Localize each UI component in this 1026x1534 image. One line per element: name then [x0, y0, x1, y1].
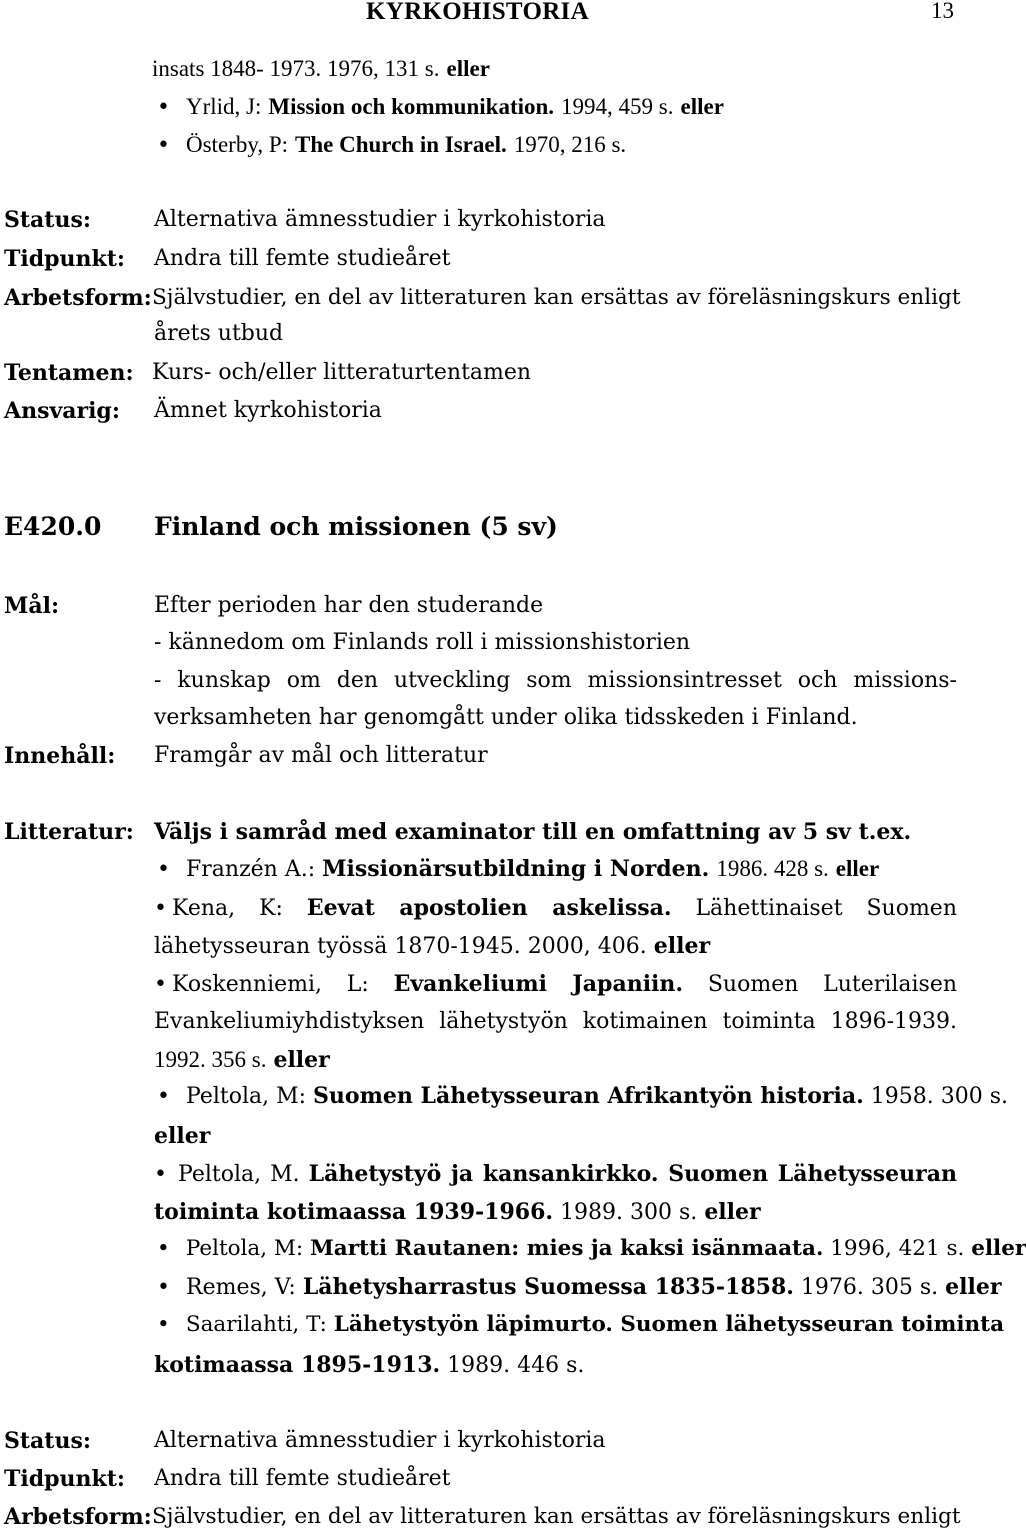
- mal-line: Efter perioden har den studerande: [154, 593, 544, 618]
- tidpunkt-label: Tidpunkt:: [4, 1466, 126, 1492]
- status-value: Alternativa ämnesstudier i kyrkohistoria: [154, 207, 606, 232]
- literature-item: • Franzén A.: Missionärsutbildning i Norden. 1986. 428 s. eller: [157, 857, 879, 881]
- literature-item: • Peltola, M: Martti Rautanen: mies ja kaksi isänmaata. 1996, 421 s. eller: [157, 1238, 1026, 1260]
- or-word: eller: [945, 1274, 1002, 1300]
- mal-line: - kunskap om den utveckling som missionsintresset och missions-: [154, 668, 957, 693]
- arbetsform-continuation: årets utbud: [154, 321, 284, 346]
- literature-item: • Saarilahti, T: Lähetystyön läpimurto. Suomen lähetysseuran toiminta: [157, 1314, 1004, 1336]
- mal-line: verksamheten har genomgått under olika tidsskeden i Finland.: [154, 705, 858, 730]
- arbetsform-label: Arbetsform:: [4, 285, 152, 311]
- or-word: eller: [835, 856, 880, 881]
- or-word: eller: [154, 1123, 211, 1149]
- bullet: •: [154, 972, 167, 997]
- page-number: 13: [931, 0, 954, 23]
- or-word: eller: [680, 94, 724, 119]
- status-label: Status:: [4, 207, 91, 233]
- literature-item: • Koskenniemi, L: Evankeliumi Japaniin. Suomen Luterilaisen: [154, 971, 958, 997]
- tidpunkt-value: Andra till femte studieåret: [154, 1466, 451, 1491]
- literature-continuation: toiminta kotimaassa 1939-1966. 1989. 300 s. eller: [154, 1199, 761, 1225]
- ansvarig-label: Ansvarig:: [4, 398, 120, 424]
- literature-continuation: 1992. 356 s. eller: [154, 1047, 330, 1073]
- mal-line: - kännedom om Finlands roll i missionshistorien: [154, 630, 691, 655]
- innehall-label: Innehåll:: [4, 743, 116, 769]
- bullet: •: [154, 1162, 167, 1187]
- literature-continuation: Evankeliumiyhdistyksen lähetystyön kotimainen toiminta 1896-1939.: [154, 1009, 957, 1034]
- litteratur-label: Litteratur:: [4, 819, 134, 845]
- tentamen-value: Kurs- och/eller litteraturtentamen: [152, 360, 532, 385]
- arbetsform-label: Arbetsform:: [4, 1504, 152, 1530]
- bullet: •: [154, 896, 167, 921]
- tentamen-label: Tentamen:: [4, 360, 134, 386]
- litteratur-intro: Väljs i samråd med examinator till en omfattning av 5 sv t.ex.: [154, 819, 912, 845]
- literature-item: • Peltola, M. Lähetystyö ja kansankirkko. Suomen Lähetysseuran: [154, 1161, 957, 1187]
- or-word: eller: [446, 56, 490, 81]
- reference-item: • Österby, P: The Church in Israel. 1970, 216 s.: [157, 133, 626, 157]
- status-label: Status:: [4, 1428, 91, 1454]
- or-word: eller: [704, 1199, 761, 1225]
- or-word: eller: [653, 933, 711, 959]
- literature-item: • Remes, V: Lähetysharrastus Suomessa 1835-1858. 1976. 305 s. eller: [157, 1276, 1001, 1299]
- or-word: eller: [273, 1047, 330, 1073]
- literature-continuation: kotimaassa 1895-1913. 1989. 446 s.: [154, 1352, 585, 1378]
- arbetsform-value: Självstudier, en del av litteraturen kan ersättas av föreläsningskurs enligt: [152, 285, 961, 310]
- tidpunkt-value: Andra till femte studieåret: [154, 246, 451, 271]
- reference-item: • Yrlid, J: Mission och kommunikation. 1994, 459 s. eller: [157, 95, 724, 119]
- status-value: Alternativa ämnesstudier i kyrkohistoria: [154, 1428, 606, 1453]
- tidpunkt-label: Tidpunkt:: [4, 246, 126, 272]
- mal-label: Mål:: [4, 593, 60, 619]
- running-header-title: KYRKOHISTORIA: [366, 0, 589, 25]
- course-code: E420.0: [4, 512, 102, 541]
- reference-continuation: insats 1848- 1973. 1976, 131 s. eller: [152, 56, 490, 81]
- literature-continuation: lähetysseuran työssä 1870-1945. 2000, 406. eller: [154, 933, 711, 959]
- literature-item: • Kena, K: Eevat apostolien askelissa. Lähettinaiset Suomen: [154, 895, 957, 921]
- literature-item: • Peltola, M: Suomen Lähetysseuran Afrikantyön historia. 1958. 300 s.: [157, 1085, 1008, 1108]
- or-word: eller: [971, 1236, 1026, 1261]
- innehall-value: Framgår av mål och litteratur: [154, 743, 488, 768]
- course-title: Finland och missionen (5 sv): [154, 512, 558, 541]
- ansvarig-value: Ämnet kyrkohistoria: [154, 398, 382, 423]
- arbetsform-value: Självstudier, en del av litteraturen kan ersättas av föreläsningskurs enligt: [152, 1504, 961, 1529]
